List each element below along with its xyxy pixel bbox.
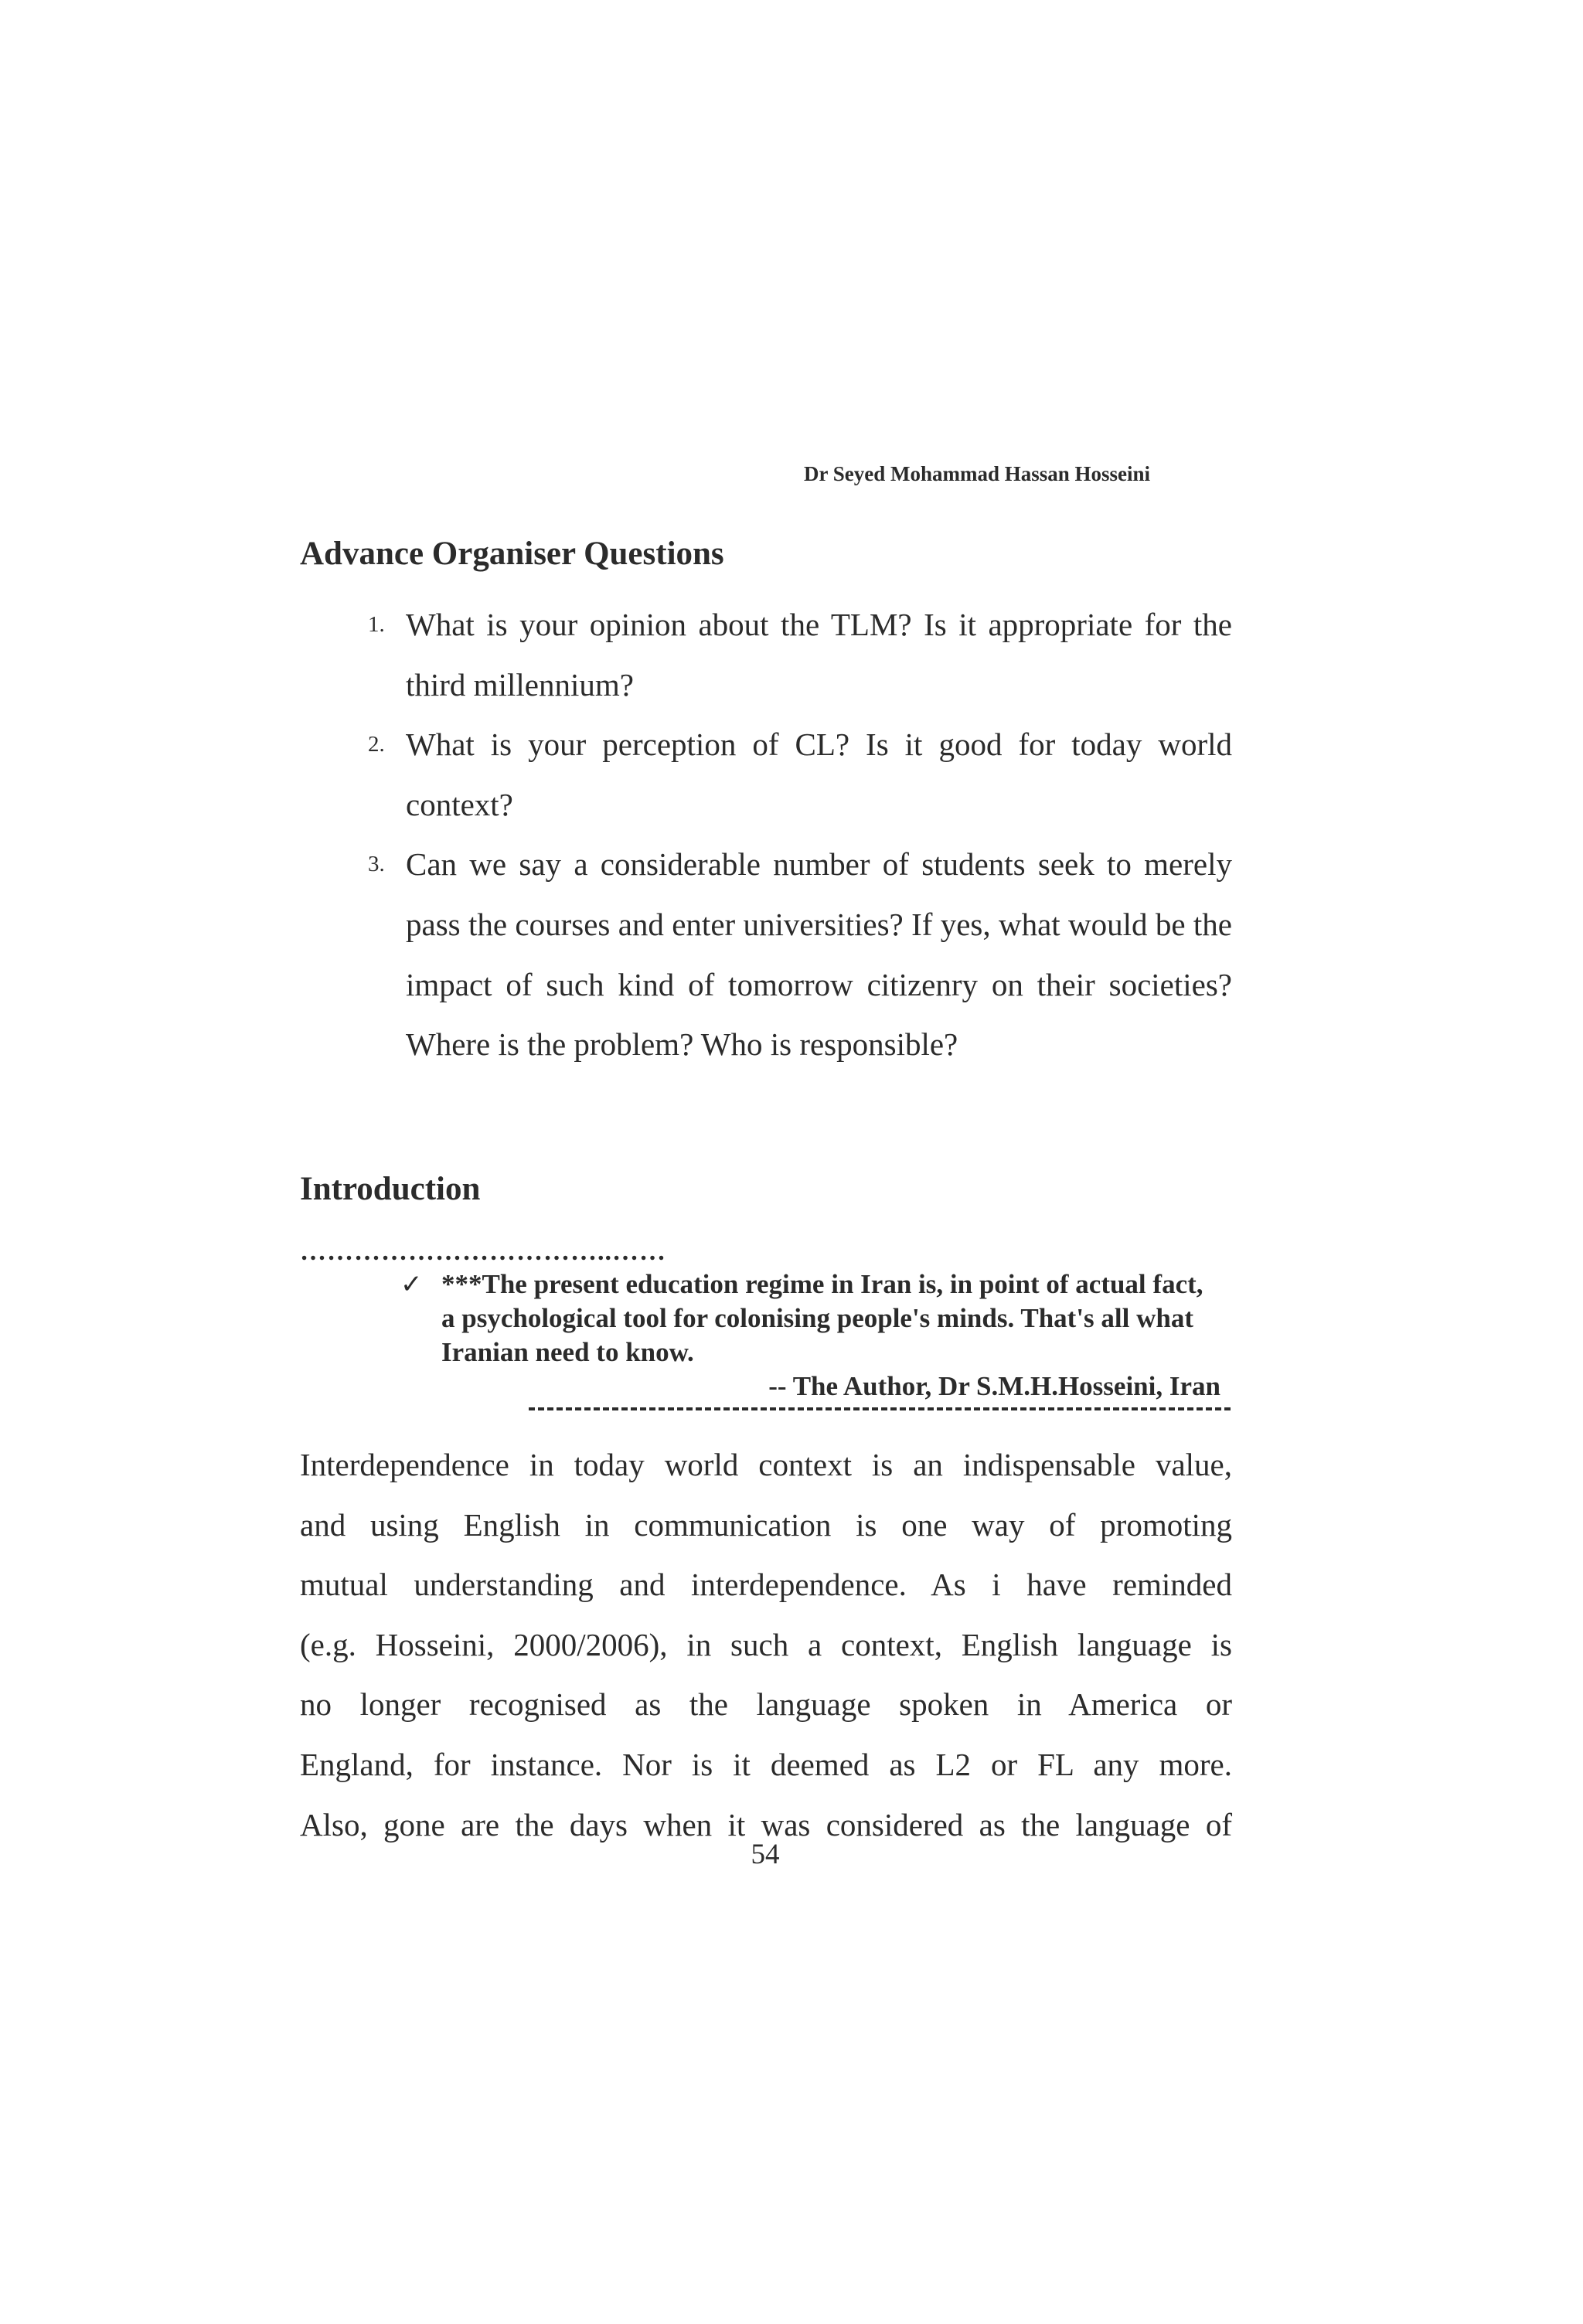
- dashed-divider: [529, 1407, 1231, 1410]
- advance-organiser-heading: Advance Organiser Questions: [300, 536, 724, 572]
- question-list: [300, 595, 1232, 1075]
- paragraph-line: no longer recognised as the language spoken in America or: [300, 1686, 1232, 1723]
- paragraph-line: Also, gone are the days when it was considered as the language of: [300, 1806, 1232, 1843]
- question-number: 1.: [368, 612, 385, 637]
- introduction-heading: Introduction: [300, 1171, 481, 1207]
- list-item: [300, 835, 1232, 1074]
- paragraph-line: and using English in communication is one way of promoting: [300, 1506, 1232, 1543]
- question-text: What is your opinion about the TLM? Is it appropriate for the third millennium?: [406, 607, 1232, 703]
- check-mark-icon: ✓: [400, 1269, 423, 1300]
- page-number: 54: [751, 1839, 780, 1870]
- question-number: 3.: [368, 852, 385, 877]
- list-item: [300, 595, 1232, 715]
- question-text: What is your perception of CL? Is it good for today world context?: [406, 726, 1232, 822]
- body-paragraph: [300, 1435, 1232, 1855]
- question-text: Can we say a considerable number of students seek to merely pass the courses and enter universities? If yes, what would be the impact of such kind of tomorrow citizenry on their societies? Where is the problem? Who is responsible?: [406, 846, 1232, 1063]
- epigraph-quote: ***The present education regime in Iran is, in point of actual fact, a psychological tool for colonising people's minds. That's all what Iranian need to know.: [441, 1269, 1203, 1367]
- paragraph-line: England, for instance. Nor is it deemed as L2 or FL any more.: [300, 1746, 1232, 1782]
- running-head: Dr Seyed Mohammad Hassan Hosseini: [804, 462, 1151, 485]
- paragraph-line: (e.g. Hosseini, 2000/2006), in such a context, English language is: [300, 1626, 1232, 1662]
- paragraph-line: mutual understanding and interdependence. As i have reminded: [300, 1567, 1232, 1603]
- question-number: 2.: [368, 732, 385, 757]
- paragraph-line: Interdependence in today world context is an indispensable value,: [300, 1447, 1232, 1482]
- dotted-separator: ……………………………..……: [300, 1237, 666, 1266]
- epigraph-attribution: -- The Author, Dr S.M.H.Hosseini, Iran: [768, 1371, 1220, 1401]
- list-item: [300, 715, 1232, 835]
